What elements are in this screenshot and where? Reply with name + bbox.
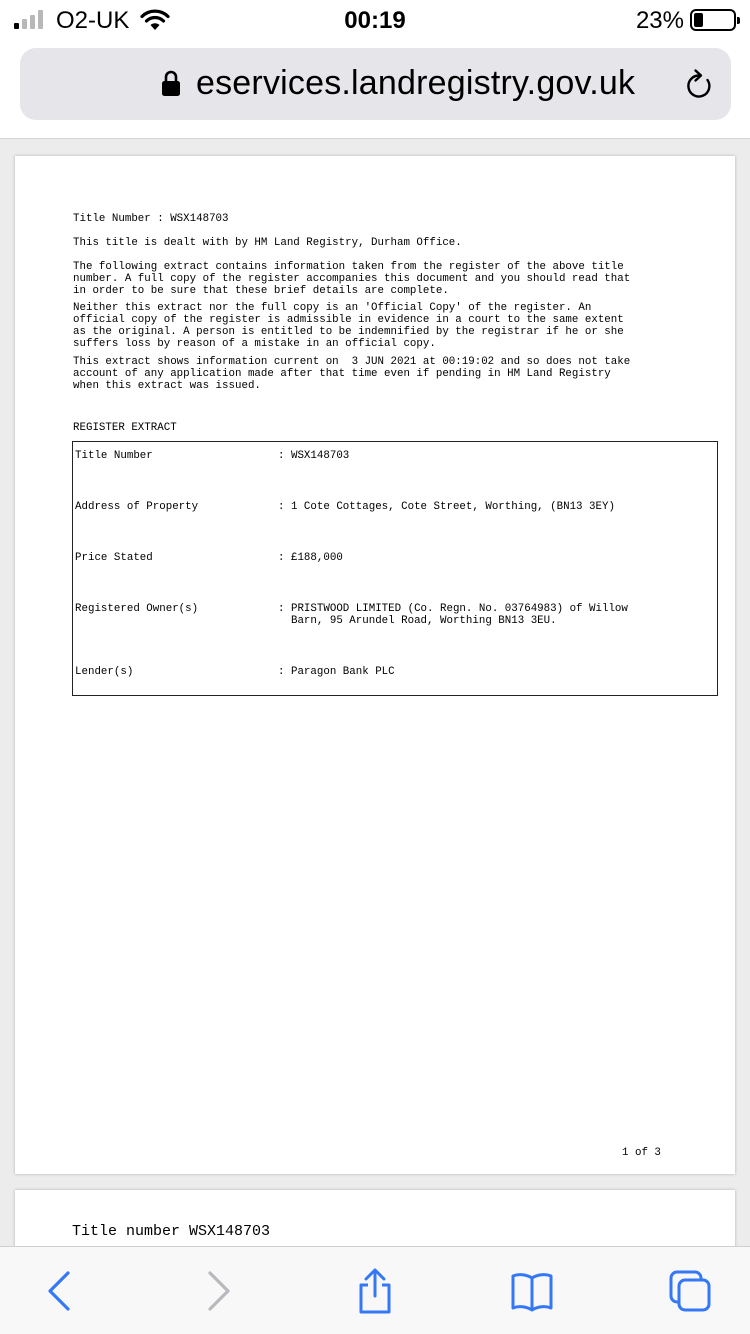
back-button[interactable] xyxy=(38,1267,82,1315)
battery-icon xyxy=(690,9,736,31)
forward-button[interactable] xyxy=(196,1267,240,1315)
register-label-owners: Registered Owner(s) xyxy=(75,603,199,615)
document-page-2 xyxy=(15,1190,735,1246)
tabs-icon xyxy=(668,1267,712,1315)
page-number: 1 of 3 xyxy=(622,1147,661,1159)
bookmarks-button[interactable] xyxy=(510,1267,554,1315)
register-label-address: Address of Property xyxy=(75,501,199,513)
title-number-line: Title Number : WSX148703 xyxy=(73,213,229,225)
page2-title-number: Title number WSX148703 xyxy=(72,1223,271,1240)
office-line: This title is dealt with by HM Land Registry, Durham Office. xyxy=(73,237,462,249)
para2-line2: official copy of the register is admissible in evidence in a court to the same extent xyxy=(73,314,624,326)
para2-line1: Neither this extract nor the full copy is an 'Official Copy' of the register. An xyxy=(73,302,592,314)
share-button[interactable] xyxy=(353,1267,397,1315)
para3-line3: when this extract was issued. xyxy=(73,380,261,392)
browser-toolbar xyxy=(0,1246,750,1334)
document-page-1 xyxy=(15,156,735,1174)
para3-line2: account of any application made after that time even if pending in HM Land Registry xyxy=(73,368,611,380)
para3-line1: This extract shows information current on 3 JUN 2021 at 00:19:02 and so does not take xyxy=(73,356,631,368)
lock-icon xyxy=(162,70,180,96)
register-label-price: Price Stated xyxy=(75,552,153,564)
register-label-lenders: Lender(s) xyxy=(75,666,134,678)
battery-fill xyxy=(694,13,703,27)
forward-icon xyxy=(196,1267,240,1315)
status-bar xyxy=(0,0,750,40)
share-icon xyxy=(353,1267,397,1315)
register-value-price: : £188,000 xyxy=(278,552,343,564)
reload-icon[interactable] xyxy=(683,68,715,102)
para2-line3: as the original. A person is entitled to be indemnified by the registrar if he or she xyxy=(73,326,624,338)
clock: 00:19 xyxy=(344,7,406,34)
register-value-address: : 1 Cote Cottages, Cote Street, Worthing, (BN13 3EY) xyxy=(278,501,615,513)
register-value-owners-line1: : PRISTWOOD LIMITED (Co. Regn. No. 03764983) of Willow xyxy=(278,603,628,615)
address-bar[interactable] xyxy=(20,48,731,120)
back-icon xyxy=(38,1267,82,1315)
register-extract-heading: REGISTER EXTRACT xyxy=(73,422,177,434)
register-value-title-number: : WSX148703 xyxy=(278,450,350,462)
url-text[interactable]: eservices.landregistry.gov.uk xyxy=(196,64,636,102)
register-value-owners-line2: Barn, 95 Arundel Road, Worthing BN13 3EU. xyxy=(278,615,557,627)
register-extract-table xyxy=(72,441,718,696)
tabs-button[interactable] xyxy=(668,1267,712,1315)
para1-line3: in order to be sure that these brief details are complete. xyxy=(73,285,449,297)
document-viewer[interactable] xyxy=(0,138,750,1246)
battery-percent: 23% xyxy=(635,7,684,34)
para2-line4: suffers loss by reason of a mistake in an official copy. xyxy=(73,338,436,350)
para1-line2: number. A full copy of the register accompanies this document and you should read that xyxy=(73,273,631,285)
register-value-lenders: : Paragon Bank PLC xyxy=(278,666,395,678)
bookmarks-icon xyxy=(510,1267,554,1315)
para1-line1: The following extract contains information taken from the register of the above title xyxy=(73,261,624,273)
carrier-name: O2-UK xyxy=(56,7,130,34)
register-label-title-number: Title Number xyxy=(75,450,153,462)
